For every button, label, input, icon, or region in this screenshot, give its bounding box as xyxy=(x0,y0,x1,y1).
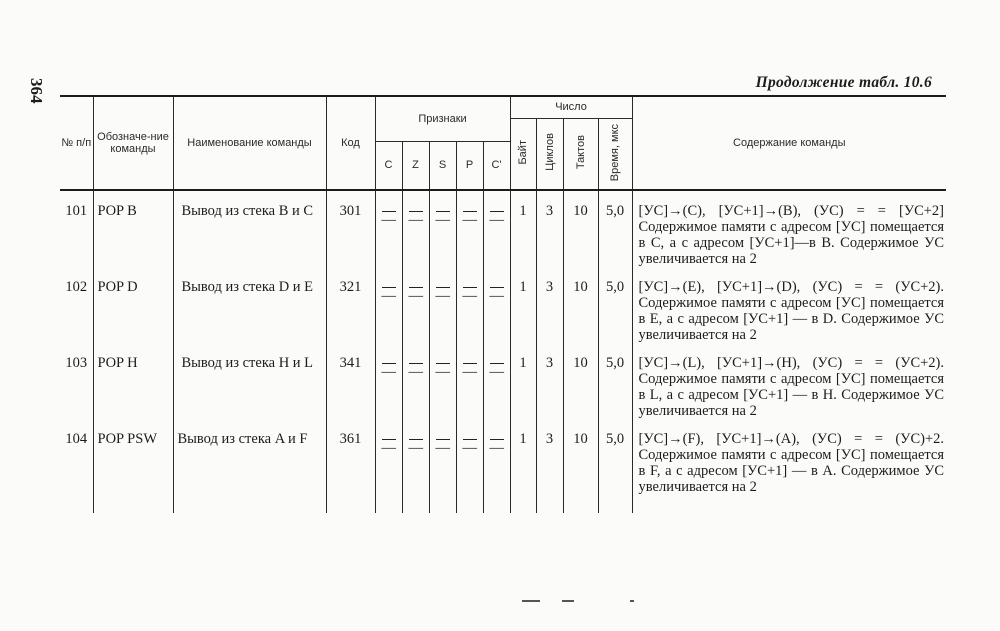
row-flag: — xyxy=(456,343,483,419)
row-flag: — xyxy=(456,267,483,343)
row-name: Вывод из стека D и E xyxy=(173,267,326,343)
row-designation: POP B xyxy=(93,190,173,267)
row-tacts: 10 xyxy=(563,343,598,419)
row-flag: — xyxy=(483,343,510,419)
header-bytes: Байт xyxy=(510,118,536,190)
row-time: 5,0 xyxy=(598,190,632,267)
row-content: [УС]→(F), [УС+1]→(A), (УС) = = (УС)+2. Содержимое памяти с адресом [УС] помещается в F, а с адресом [УС+1] — в A. Содержимое УС увеличивается на 2 xyxy=(638,431,945,495)
row-time: 5,0 xyxy=(598,343,632,419)
row-flag: — xyxy=(456,419,483,513)
row-flag: — xyxy=(483,267,510,343)
header-flag-p: P xyxy=(456,141,483,190)
header-tacts: Тактов xyxy=(563,118,598,190)
row-flag: — xyxy=(375,190,402,267)
row-name: Вывод из стека B и C xyxy=(173,190,326,267)
row-num: 103 xyxy=(60,343,93,419)
header-time: Время, мкс xyxy=(598,118,632,190)
row-flag: — xyxy=(402,419,429,513)
row-code: 341 xyxy=(326,343,375,419)
row-bytes: 1 xyxy=(510,419,536,513)
table-row xyxy=(60,190,946,267)
row-bytes: 1 xyxy=(510,343,536,419)
header-num: № п/п xyxy=(60,96,93,190)
header-content: Содержание команды xyxy=(632,96,946,190)
header-name: Наименование команды xyxy=(173,96,326,190)
row-tacts: 10 xyxy=(563,190,598,267)
row-code: 321 xyxy=(326,267,375,343)
row-time: 5,0 xyxy=(598,267,632,343)
row-num: 104 xyxy=(60,419,93,513)
header-flags-group: Признаки xyxy=(375,96,510,141)
row-content: [УС]→(C), [УС+1]→(B), (УС) = = [УС+2] Содержимое памяти с адресом [УС] помещается в C, а с адресом [УС+1]—в B. Содержимое УС увеличивается на 2 xyxy=(638,203,945,267)
header-designation: Обозначе-ние команды xyxy=(93,96,173,190)
row-name: Вывод из стека A и F xyxy=(173,419,326,513)
row-time: 5,0 xyxy=(598,419,632,513)
row-num: 102 xyxy=(60,267,93,343)
header-flag-c-prime: C' xyxy=(483,141,510,190)
row-flag: — xyxy=(429,190,456,267)
row-flag: — xyxy=(483,419,510,513)
table-row xyxy=(60,343,946,419)
header-code: Код xyxy=(326,96,375,190)
header-cycles: Циклов xyxy=(536,118,563,190)
row-code: 361 xyxy=(326,419,375,513)
row-flag: — xyxy=(483,190,510,267)
row-cycles: 3 xyxy=(536,419,563,513)
row-flag: — xyxy=(402,190,429,267)
row-bytes: 1 xyxy=(510,190,536,267)
row-flag: — xyxy=(375,419,402,513)
row-cycles: 3 xyxy=(536,343,563,419)
table-row xyxy=(60,419,946,513)
table-caption: Продолжение табл. 10.6 xyxy=(755,74,932,91)
row-code: 301 xyxy=(326,190,375,267)
header-flag-s: S xyxy=(429,141,456,190)
row-cycles: 3 xyxy=(536,267,563,343)
row-designation: POP D xyxy=(93,267,173,343)
row-designation: POP H xyxy=(93,343,173,419)
row-flag: — xyxy=(375,343,402,419)
row-name: Вывод из стека H и L xyxy=(173,343,326,419)
row-cycles: 3 xyxy=(536,190,563,267)
row-flag: — xyxy=(429,419,456,513)
footer-marks xyxy=(522,600,642,604)
row-tacts: 10 xyxy=(563,419,598,513)
header-count-group: Число xyxy=(510,96,632,118)
row-tacts: 10 xyxy=(563,267,598,343)
row-flag: — xyxy=(375,267,402,343)
row-designation: POP PSW xyxy=(93,419,173,513)
table-row xyxy=(60,267,946,343)
row-content: [УС]→(E), [УС+1]→(D), (УС) = = (УС+2). Содержимое памяти с адресом [УС] помещается в E, а с адресом [УС+1] — в D. Содержимое УС увеличивается на 2 xyxy=(638,279,945,343)
row-num: 101 xyxy=(60,190,93,267)
row-content: [УС]→(L), [УС+1]→(H), (УС) = = (УС+2). Содержимое памяти с адресом [УС] помещается в L, а с адресом [УС+1] — в H. Содержимое УС увеличивается на 2 xyxy=(638,355,945,419)
row-flag: — xyxy=(402,343,429,419)
header-flag-c: C xyxy=(375,141,402,190)
row-bytes: 1 xyxy=(510,267,536,343)
row-flag: — xyxy=(402,267,429,343)
row-flag: — xyxy=(456,190,483,267)
row-flag: — xyxy=(429,267,456,343)
row-flag: — xyxy=(429,343,456,419)
header-flag-z: Z xyxy=(402,141,429,190)
commands-table xyxy=(60,95,946,513)
page-number: 364 xyxy=(27,78,46,104)
